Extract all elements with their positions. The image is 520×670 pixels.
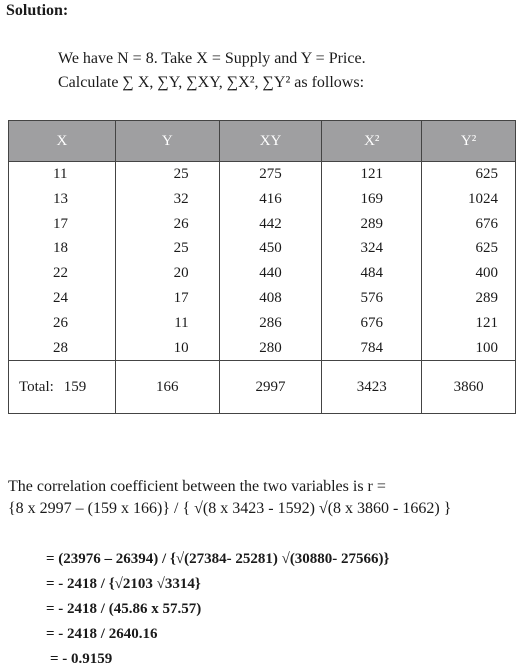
table-cell: 442 xyxy=(259,215,282,232)
column-x-squared-values xyxy=(322,162,422,361)
total-xy: 2997 xyxy=(219,361,322,414)
totals-row xyxy=(9,361,516,414)
column-xy-values xyxy=(219,162,322,361)
table-cell: 324 xyxy=(360,240,384,257)
column-y-squared-values xyxy=(422,162,516,361)
table-cell: 17 xyxy=(53,215,68,232)
correlation-formula: {8 x 2997 – (159 x 166)} / { √(8 x 3423 - 1592) √(8 x 3860 - 1662) } xyxy=(8,500,452,517)
table-cell: 484 xyxy=(360,265,384,282)
table-cell: 784 xyxy=(360,339,384,356)
table-cell: 11 xyxy=(53,166,68,182)
intro-line-2: Calculate ∑ X, ∑Y, ∑XY, ∑X², ∑Y² as follows: xyxy=(58,74,365,91)
table-cell: 280 xyxy=(259,339,282,356)
total-x-squared: 3423 xyxy=(322,361,422,414)
header-x-squared: X² xyxy=(322,121,422,162)
table-cell: 32 xyxy=(173,190,189,207)
table-cell: 289 xyxy=(360,215,384,232)
correlation-statement: The correlation coefficient between the two variables is r = xyxy=(8,478,386,495)
column-y-values xyxy=(115,162,219,361)
calculation-table xyxy=(8,120,516,414)
table-cell: 1024 xyxy=(468,190,498,207)
table-cell: 676 xyxy=(360,314,384,331)
table-cell: 286 xyxy=(259,314,282,331)
table-cell: 26 xyxy=(173,215,189,232)
calculation-step-4: = - 2418 / 2640.16 xyxy=(46,626,158,642)
table-cell: 408 xyxy=(259,289,282,306)
table-cell: 576 xyxy=(360,289,384,306)
total-label: Total: xyxy=(19,378,54,395)
table-cell: 625 xyxy=(475,240,498,257)
table-cell: 169 xyxy=(360,190,384,207)
table-header-row xyxy=(9,121,516,162)
table-cell: 10 xyxy=(173,339,189,356)
table-cell: 17 xyxy=(173,289,189,306)
total-y: 166 xyxy=(115,361,219,414)
table-cell: 440 xyxy=(259,265,282,282)
table-cell: 625 xyxy=(475,166,498,182)
table-cell: 13 xyxy=(53,190,68,207)
intro-line-1: We have N = 8. Take X = Supply and Y = Price. xyxy=(58,50,366,67)
total-y-squared: 3860 xyxy=(422,361,516,414)
table-body-row xyxy=(9,162,516,361)
table-cell: 22 xyxy=(53,265,68,282)
column-x-values xyxy=(9,162,116,361)
total-x-cell xyxy=(9,361,116,414)
table-cell: 28 xyxy=(53,339,68,356)
total-x: 159 xyxy=(63,378,87,395)
table-cell: 416 xyxy=(259,190,282,207)
table-cell: 450 xyxy=(259,240,282,257)
table-cell: 100 xyxy=(475,339,498,356)
table-cell: 275 xyxy=(259,166,282,182)
solution-heading: Solution: xyxy=(6,2,69,19)
table-cell: 400 xyxy=(475,265,498,282)
table-cell: 121 xyxy=(475,314,498,331)
header-y-squared: Y² xyxy=(422,121,516,162)
table-cell: 121 xyxy=(360,166,384,182)
table-cell: 289 xyxy=(475,289,498,306)
table-cell: 26 xyxy=(53,314,68,331)
header-y: Y xyxy=(115,121,219,162)
calculation-step-3: = - 2418 / (45.86 x 57.57) xyxy=(46,601,202,617)
table-cell: 24 xyxy=(53,289,68,306)
table-cell: 25 xyxy=(173,240,189,257)
table-cell: 676 xyxy=(475,215,498,232)
final-result: = - 0.9159 xyxy=(50,651,113,667)
table-cell: 20 xyxy=(173,265,189,282)
header-xy: XY xyxy=(219,121,322,162)
table-cell: 11 xyxy=(174,314,189,331)
calculation-step-1: = (23976 – 26394) / {√(27384- 25281) √(30880- 27566)} xyxy=(46,551,390,567)
header-x: X xyxy=(9,121,116,162)
table-cell: 18 xyxy=(53,240,68,257)
table-cell: 25 xyxy=(173,166,189,182)
calculation-step-2: = - 2418 / {√2103 √3314} xyxy=(46,576,201,592)
